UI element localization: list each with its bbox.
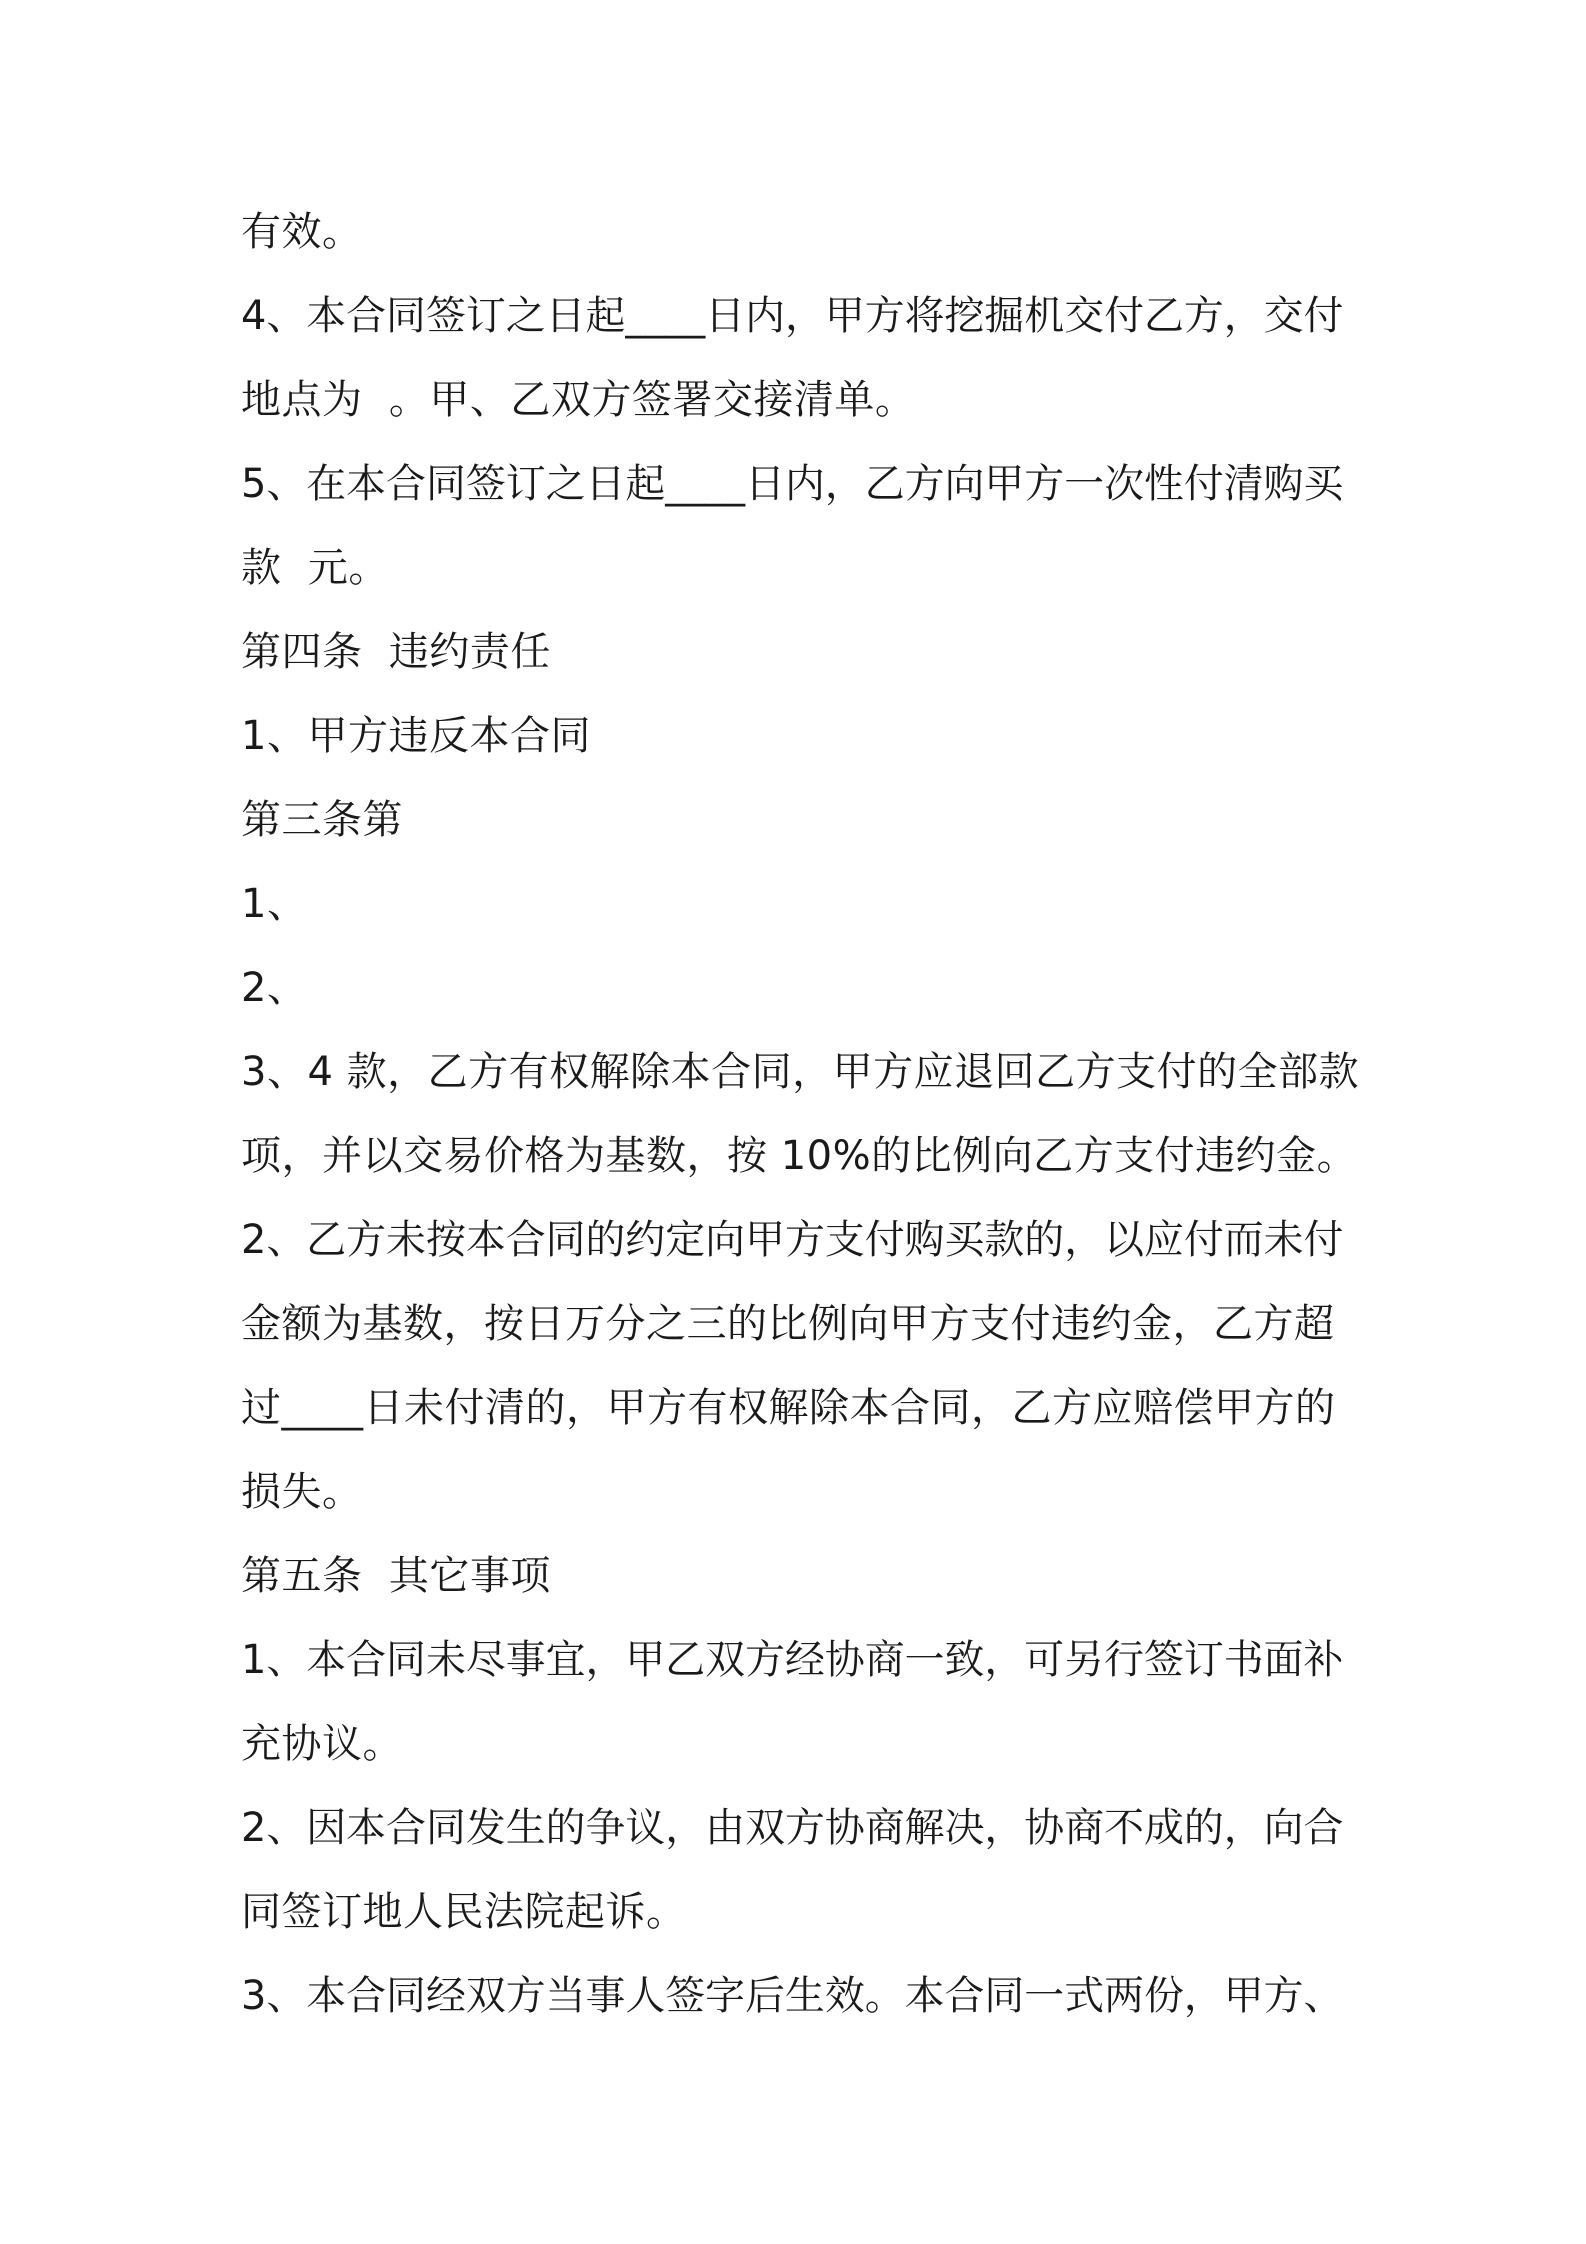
- text-line-3: 地点为 。甲、乙双方签署交接清单。: [241, 377, 916, 423]
- text-line-9: 1、: [241, 881, 308, 927]
- text-line-20: 2、因本合同发生的争议，由双方协商解决，协商不成的，向合: [241, 1805, 1344, 1851]
- text-line-18: 1、本合同未尽事宜，甲乙双方经协商一致，可另行签订书面补: [241, 1637, 1344, 1683]
- text-line-2: 4、本合同签订之日起____日内，甲方将挖掘机交付乙方，交付: [241, 293, 1344, 339]
- text-line-22: 3、本合同经双方当事人签字后生效。本合同一式两份，甲方、: [241, 1973, 1344, 2019]
- section-heading-article-4: 第四条 违约责任: [241, 629, 551, 675]
- text-line-12: 项，并以交易价格为基数，按 10%的比例向乙方支付违约金。: [241, 1133, 1358, 1179]
- text-line-16: 损失。: [241, 1469, 363, 1515]
- text-line-21: 同签订地人民法院起诉。: [241, 1889, 687, 1935]
- section-heading-article-5: 第五条 其它事项: [241, 1553, 551, 1599]
- text-line-13: 2、乙方未按本合同的约定向甲方支付购买款的，以应付而未付: [241, 1217, 1344, 1263]
- text-line-8: 第三条第: [241, 797, 403, 843]
- text-line-1: 有效。: [241, 209, 363, 255]
- text-line-14: 金额为基数，按日万分之三的比例向甲方支付违约金，乙方超: [241, 1301, 1335, 1347]
- text-line-10: 2、: [241, 965, 308, 1011]
- text-line-15: 过____日未付清的，甲方有权解除本合同，乙方应赔偿甲方的: [241, 1385, 1336, 1431]
- text-line-19: 充协议。: [241, 1721, 403, 1767]
- document-body: [241, 190, 1359, 2038]
- text-line-11: 3、4 款，乙方有权解除本合同，甲方应退回乙方支付的全部款: [241, 1049, 1360, 1095]
- text-line-5: 款 元。: [241, 545, 389, 591]
- text-line-4: 5、在本合同签订之日起____日内，乙方向甲方一次性付清购买: [241, 461, 1344, 507]
- text-line-7: 1、甲方违反本合同: [241, 713, 591, 759]
